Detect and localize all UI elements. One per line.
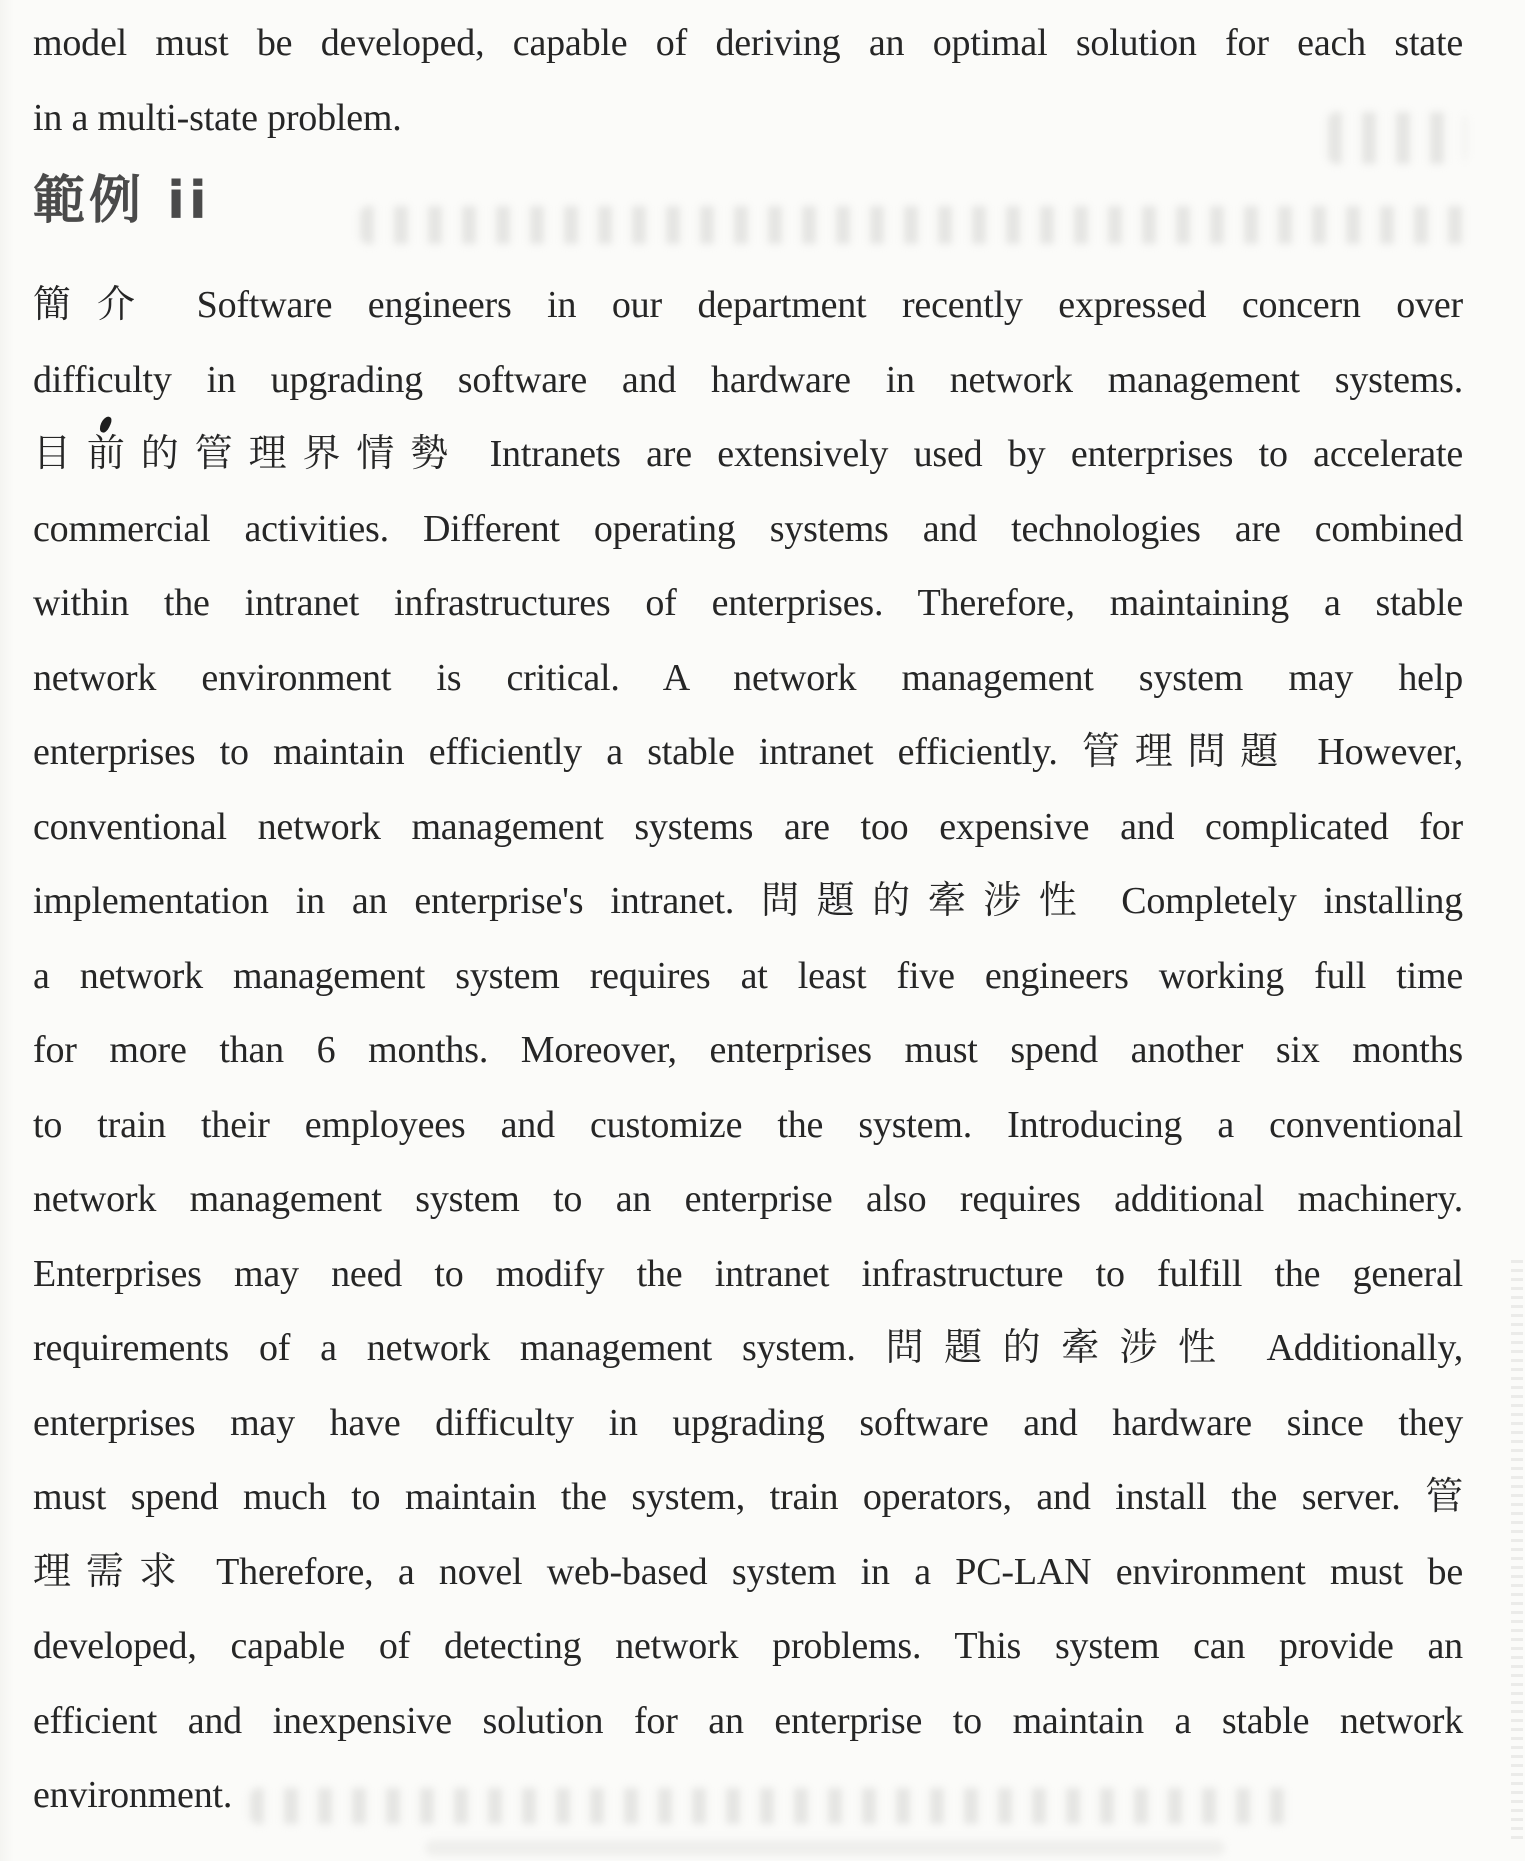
scan-bleed-artifact	[250, 1788, 1290, 1824]
body-text-line: model must be developed, capable of deriving an optimal solution for each state	[33, 22, 1463, 64]
scan-bleed-artifact	[360, 206, 1478, 244]
body-text-line: within the intranet infrastructures of enterprises. Therefore, maintaining a stable	[33, 582, 1463, 624]
scan-bleed-artifact	[425, 1840, 1225, 1856]
scan-edge-noise	[1511, 1260, 1523, 1840]
section-heading: 範例 ii	[33, 171, 211, 231]
body-text-line: difficulty in upgrading software and hardware in network management systems.	[33, 358, 1463, 401]
body-text-line: network management system to an enterprise also requires additional machinery.	[33, 1178, 1463, 1220]
body-text-line: network environment is critical. A network management system may help	[33, 656, 1463, 699]
body-text-line: 簡介 Software engineers in our department recently expressed concern over	[33, 284, 1463, 326]
body-text-line: efficient and inexpensive solution for an enterprise to maintain a stable network	[33, 1699, 1463, 1742]
scan-bleed-artifact	[1328, 112, 1466, 164]
example-paragraph	[33, 268, 1463, 1833]
body-text-line: in a multi-state problem.	[33, 96, 402, 139]
body-text-line: requirements of a network management system. 問題的牽涉性 Additionally,	[33, 1327, 1463, 1369]
body-text-line: enterprises to maintain efficiently a stable intranet efficiently. 管理問題 However,	[33, 731, 1463, 773]
body-text-line: 目前的管理界情勢 Intranets are extensively used by enterprises to accelerate	[33, 433, 1463, 475]
body-text-line: environment.	[33, 1774, 233, 1816]
body-text-line: Enterprises may need to modify the intranet infrastructure to fulfill the general	[33, 1252, 1463, 1295]
body-text-line: for more than 6 months. Moreover, enterprises must spend another six months	[33, 1029, 1463, 1071]
body-text-line: developed, capable of detecting network problems. This system can provide an	[33, 1625, 1463, 1667]
body-text-line: must spend much to maintain the system, train operators, and install the server. 管	[33, 1476, 1463, 1518]
body-text-line: commercial activities. Different operating systems and technologies are combined	[33, 507, 1463, 550]
body-text-line: a network management system requires at least five engineers working full time	[33, 954, 1463, 997]
body-text-line: 理需求 Therefore, a novel web-based system in a PC-LAN environment must be	[33, 1550, 1463, 1593]
body-text-line: enterprises may have difficulty in upgrading software and hardware since they	[33, 1401, 1463, 1444]
previous-paragraph	[33, 6, 1463, 155]
body-text-line: conventional network management systems are too expensive and complicated for	[33, 805, 1463, 848]
body-text-line: to train their employees and customize the system. Introducing a conventional	[33, 1103, 1463, 1146]
body-text-line: implementation in an enterprise's intranet. 問題的牽涉性 Completely installing	[33, 880, 1463, 922]
